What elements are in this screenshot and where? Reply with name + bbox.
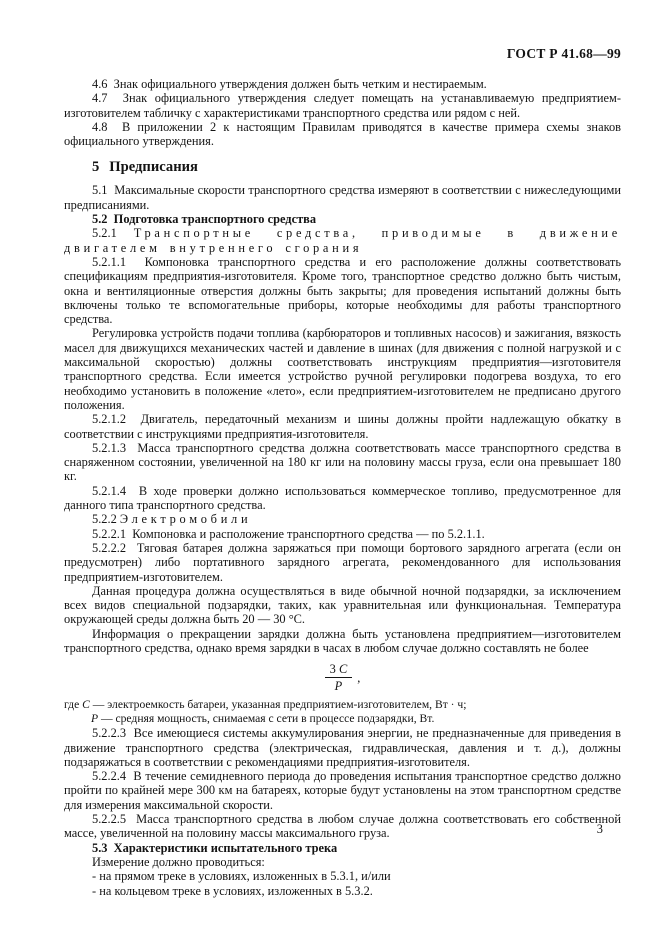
paragraph-5-2-2-5: 5.2.2.5 Масса транспортного средства в любом случае должна соответствовать его собственной массе, увеличенной на половину массы максимального груза. [64,812,621,841]
denominator-variable: Р [334,679,343,694]
charging-time-formula [64,662,621,693]
paragraph-5-1: 5.1 Максимальные скорости транспортного средства измеряют в соответствии с нижеследующими предписаниями. [64,183,621,212]
paragraph-5-2-1-2: 5.2.1.2 Двигатель, передаточный механизм и шины должны пройти надлежащую обкатку в соответствии с инструкциями предприятия-изготовителя. [64,412,621,441]
fraction-numerator [325,662,353,677]
numerator-variable: С [338,662,348,677]
paragraph-5-2-2-4: 5.2.2.4 В течение семидневного периода до проведения испытания транспортное средство должно пройти по крайней мере 300 км на батареях, которые будут установлены на этом транспортном средстве для измерения максимальной скорости. [64,769,621,812]
paragraph-4-6: 4.6 Знак официального утверждения должен быть четким и нестираемым. [92,77,487,91]
paragraph-5-2-2-2: 5.2.2.2 Тяговая батарея должна заряжаться при помощи бортового зарядного агрегата (если он предусмотрен) либо портативного зарядного агрегата, рекомендованного для использования предприятием-изготовителем. [64,540,621,584]
fraction-denominator [325,677,353,693]
page-number: 3 [596,822,603,836]
where-clause-p [91,712,621,726]
section-heading-5 [64,159,621,176]
paragraph-5-2-1-3: 5.2.1.3 Масса транспортного средства должна соответствовать массе транспортного средства в снаряженном состоянии, увеличенной на 180 кг или на половину массы груза, если она превышает 180 кг. [64,440,621,484]
numerator-coefficient: 3 [329,662,336,677]
where-intro: где [64,698,80,712]
formula-comma: , [357,670,361,685]
paragraph-engine-adjustment: Регулировка устройств подачи топлива (карбюраторов и топливных насосов) и зажигания, вязкость масел для движущихся механических частей и давление в шинах (для движения с полной нагрузкой и с максимальной скоростью) должны соответствовать инструкциям предприятия—изготовителя транспортного средства. Если имеется устройство ручной регулировки подогрева воздуха, то его необходимо установить в положение «лето», если предприятием-изготовителем не предписано другого положения. [64,326,621,412]
fraction [325,662,353,693]
paragraph-4-7: 4.7 Знак официального утверждения следует помещать на устанавливаемую предприятием-изготовителем табличку с характеристиками транспортного средства или рядом с ней. [64,91,621,120]
subsection-heading-5-3: 5.3 Характеристики испытательного трека [92,840,338,855]
section-title: Предписания [109,159,198,176]
variable-c: С [82,698,90,712]
variable-p: Р [91,712,99,726]
paragraph-5-2-1-4: 5.2.1.4 В ходе проверки должно использоваться коммерческое топливо, предусмотренное для данного типа транспортного средства. [64,483,621,513]
section-number: 5 [92,159,100,176]
paragraph-5-2-2-3: 5.2.2.3 Все имеющиеся системы аккумулирования энергии, не предназначенные для приведения в движение транспортного средства (электрическая, гидравлическая, давления и т. д.), должны подзаряжаться в соответствии с рекомендациями предприятия-изготовителя. [64,726,621,769]
where-clause-c [64,698,621,712]
list-item-ring-track: - на кольцевом треке в условиях, изложенных в 5.3.2. [92,883,373,898]
clause-number: 5.2.1 [92,226,117,241]
paragraph-night-charging: Данная процедура должна осуществляться в виде обычной ночной подзарядки, за исключением всех видов специальной подзарядки, таких, как уравнительная или функциональная. Температура окружающей среды должна быть 20 — 30 °С. [64,583,621,627]
clause-heading-5-2-1 [64,226,621,255]
variable-c-definition: — электроемкость батареи, указанная предприятием-изготовителем, Вт · ч; [92,698,467,712]
paragraph-charging-info: Информация о прекращении зарядки должна быть установлена предприятием—изготовителем транспортного средства, однако время зарядки в часах в любом случае должно составлять не более [64,626,621,655]
paragraph-5-2-2-1: 5.2.2.1 Компоновка и расположение транспортного средства — по 5.2.1.1. [92,526,485,541]
clause-title: Транспортные средства, приводимые в движение двигателем внутреннего сгорания [64,226,622,255]
clause-number: 5.2.2 [92,512,117,527]
document-header: ГОСТ Р 41.68—99 [506,46,621,61]
variable-p-definition: — средняя мощность, снимаемая с сети в процессе подзарядки, Вт. [101,712,435,726]
clause-title: Электромобили [119,512,252,527]
list-item-straight-track: - на прямом треке в условиях, изложенных в 5.3.1, и/или [92,869,391,884]
paragraph-4-8: 4.8 В приложении 2 к настоящим Правилам приводятся в качестве примера схемы знаков официального утверждения. [64,119,621,149]
clause-heading-5-2-2 [64,512,621,526]
paragraph-5-2-1-1: 5.2.1.1 Компоновка транспортного средства и его расположение должны соответствовать спецификациям предприятия-изготовителя. Кроме того, транспортное средство должно быть чистым, окна и вентиляционные отверстия должны быть закрыты; для проведения испытаний должны быть включены только те вспомогательные приборы, которые необходимы для работы транспортного средства. [64,254,621,327]
subsection-heading-5-2: 5.2 Подготовка транспортного средства [92,212,317,227]
paragraph-measurement-intro: Измерение должно проводиться: [92,854,265,869]
